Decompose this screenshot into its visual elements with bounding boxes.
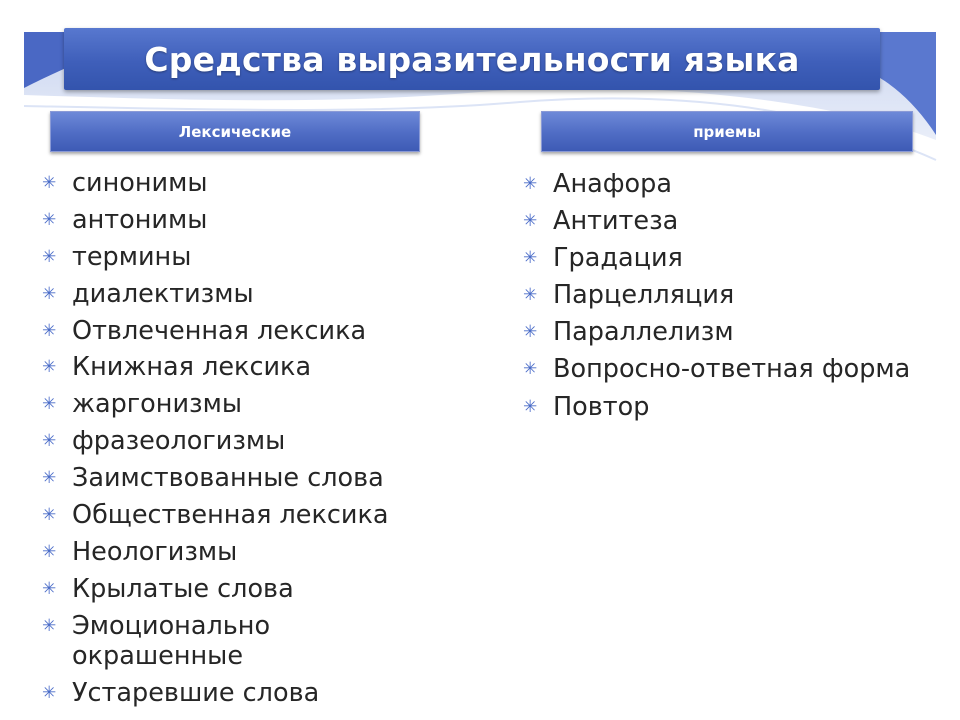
asterisk-bullet-icon: ✳ <box>42 320 57 341</box>
asterisk-bullet-icon: ✳ <box>42 541 57 562</box>
slide-title-box <box>64 28 880 90</box>
asterisk-bullet-icon: ✳ <box>523 359 538 380</box>
asterisk-bullet-icon: ✳ <box>523 322 538 343</box>
list-item: ✳ Неологизмы <box>42 536 238 567</box>
asterisk-bullet-icon: ✳ <box>42 394 57 415</box>
asterisk-bullet-icon: ✳ <box>523 396 538 417</box>
asterisk-bullet-icon: ✳ <box>523 211 538 232</box>
asterisk-bullet-icon: ✳ <box>42 283 57 304</box>
techniques-list <box>523 169 953 429</box>
list-item: ✳ жаргонизмы <box>42 389 242 420</box>
asterisk-bullet-icon: ✳ <box>42 468 57 489</box>
list-item: ✳ Устаревшие слова <box>42 677 320 708</box>
list-item: ✳ Заимствованные слова <box>42 463 384 494</box>
list-item: ✳ Книжная лексика <box>42 352 312 383</box>
list-item: ✳ Анафора <box>523 169 672 199</box>
list-item: ✳ Антитеза <box>523 206 679 237</box>
list-item: ✳ Повтор <box>523 391 650 422</box>
list-item: ✳ Параллелизм <box>523 317 734 348</box>
asterisk-bullet-icon: ✳ <box>523 248 538 269</box>
asterisk-bullet-icon: ✳ <box>42 173 57 193</box>
list-item: ✳ Общественная лексика <box>42 500 389 531</box>
list-item: ✳ Парцелляция <box>523 280 735 311</box>
list-item: ✳ Отвлеченная лексика <box>42 315 367 346</box>
list-item: ✳ термины <box>42 241 192 272</box>
column-header-lexical: Лексические <box>50 111 420 152</box>
slide-title: Средства выразительности языка <box>144 39 800 79</box>
list-item: ✳ Градация <box>523 243 683 274</box>
asterisk-bullet-icon: ✳ <box>42 682 57 703</box>
list-item: ✳ антонимы <box>42 204 208 235</box>
list-item: ✳ диалектизмы <box>42 278 254 309</box>
asterisk-bullet-icon: ✳ <box>42 209 57 230</box>
lexical-means-list <box>42 168 442 714</box>
list-item: ✳ Эмоционально окрашенные <box>42 610 271 671</box>
asterisk-bullet-icon: ✳ <box>42 357 57 378</box>
asterisk-bullet-icon: ✳ <box>42 431 57 452</box>
asterisk-bullet-icon: ✳ <box>42 615 57 636</box>
column-header-techniques: приемы <box>541 111 913 152</box>
asterisk-bullet-icon: ✳ <box>523 174 538 194</box>
list-item: ✳ Крылатые слова <box>42 573 294 604</box>
list-item: ✳ Вопросно-ответная форма <box>523 354 911 385</box>
asterisk-bullet-icon: ✳ <box>42 578 57 599</box>
list-item: ✳ синонимы <box>42 168 208 198</box>
asterisk-bullet-icon: ✳ <box>42 246 57 267</box>
list-item: ✳ фразеологизмы <box>42 426 286 457</box>
asterisk-bullet-icon: ✳ <box>42 505 57 526</box>
asterisk-bullet-icon: ✳ <box>523 285 538 306</box>
